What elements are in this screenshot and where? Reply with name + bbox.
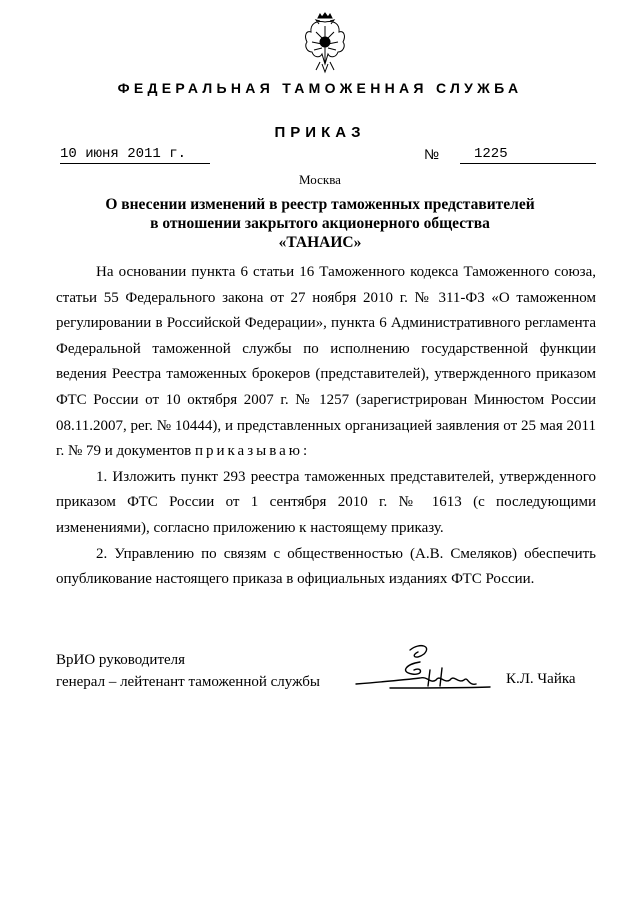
document-type: ПРИКАЗ xyxy=(274,124,366,141)
order-date: 10 июня 2011 г. xyxy=(60,146,210,164)
position-line: ВрИО руководителя xyxy=(56,652,186,668)
handwritten-signature-icon xyxy=(350,640,500,698)
paragraph-text: На основании пункта 6 статьи 16 Таможенного кодекса Таможенного союза, статьи 55 Федерального закона от 27 ноября 2010 г. № 311-ФЗ «О таможенном регулировании в Российской Федерации», пункта 6 Административного регламента Федеральной таможенной службы по исполнению государственной функции ведения Реестра таможенных брокеров (представителей), утвержденного приказом ФТС России от 10 октября 2007 г. № 1257 (зарегистрирован Минюстом России 08.11.2007, рег. № 10444), и представленных организацией заявления от 25 мая 2011 г. № 79 и документов xyxy=(56,264,596,460)
order-title xyxy=(60,195,580,252)
title-line: в отношении закрытого акционерного общества xyxy=(150,215,490,232)
body-paragraph xyxy=(56,260,596,465)
city: Москва xyxy=(299,172,341,187)
body-paragraph: 1. Изложить пункт 293 реестра таможенных представителей, утвержденного приказом ФТС России от 1 сентября 2010 г. № 1613 (с последующими изменениями), согласно приложению к настоящему приказу. xyxy=(56,468,596,536)
double-headed-eagle-icon xyxy=(302,12,348,74)
order-verb: приказываю: xyxy=(194,443,311,460)
agency-name: ФЕДЕРАЛЬНАЯ ТАМОЖЕННАЯ СЛУЖБА xyxy=(117,80,523,96)
order-number: 1225 xyxy=(460,146,596,164)
signer-name: К.Л. Чайка xyxy=(506,671,576,687)
position-line: генерал – лейтенант таможенной службы xyxy=(56,674,320,690)
title-line: О внесении изменений в реестр таможенных представителей xyxy=(105,196,535,213)
order-body xyxy=(56,260,596,593)
order-number-label: № xyxy=(424,146,440,162)
title-line: «ТАНАИС» xyxy=(278,234,362,251)
signer-position xyxy=(56,649,320,693)
body-paragraph: 2. Управлению по связям с общественностью (А.В. Смеляков) обеспечить опубликование настоящего приказа в официальных изданиях ФТС России. xyxy=(56,545,596,588)
